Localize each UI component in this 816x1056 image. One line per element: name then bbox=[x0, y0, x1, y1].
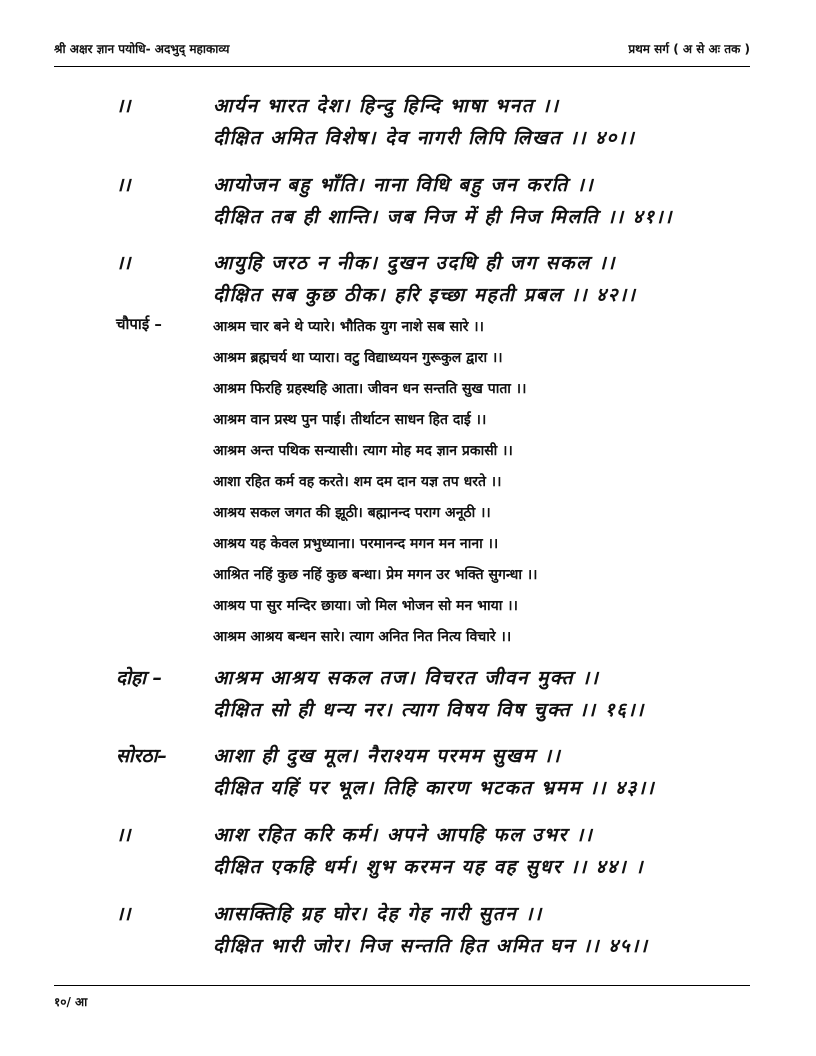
verse-line: आश्रम आश्रय सकल तज। विचरत जीवन मुक्त ।। bbox=[213, 667, 600, 689]
chaupai-line: आश्रम आश्रय बन्धन सारे। त्याग अनित नित नित्य विचारे ।। bbox=[213, 629, 512, 645]
verse-marker: ।। bbox=[116, 174, 131, 196]
verse-line: आयुहि जरठ न नीक। दुखन उदधि ही जग सकल ।। bbox=[213, 252, 617, 274]
chaupai-line: आश्रय पा सुर मन्दिर छाया। जो मिल भोजन सो मन भाया ।। bbox=[213, 598, 518, 614]
verse-marker: ।। bbox=[116, 95, 131, 117]
chapter-title: प्रथम सर्ग ( अ से अः तक ) bbox=[628, 42, 750, 56]
verse-line: दीक्षित अमित विशेष। देव नागरी लिपि लिखत ।। ४०।। bbox=[213, 127, 636, 149]
verse-line: आर्यन भारत देश। हिन्दु हिन्दि भाषा भनत ।। bbox=[213, 95, 560, 117]
verse-line: दीक्षित सब कुछ ठीक। हरि इच्छा महती प्रबल ।। ४२।। bbox=[213, 284, 637, 306]
verse-line: आशा ही दुख मूल। नैराश्यम परमम सुखम ।। bbox=[213, 745, 562, 767]
verse-line: आयोजन बहु भाँति। नाना विधि बहु जन करति ।। bbox=[213, 174, 595, 196]
verse-marker: सोरठा– bbox=[116, 745, 167, 767]
verse-marker: ।। bbox=[116, 252, 131, 274]
chaupai-line: आश्रम अन्त पथिक सन्यासी। त्याग मोह मद ज्ञान प्रकासी ।। bbox=[213, 443, 513, 459]
page-header bbox=[54, 40, 750, 62]
header-rule bbox=[54, 66, 750, 67]
chaupai-line: आश्रय यह केवल प्रभुध्याना। परमानन्द मगन मन नाना ।। bbox=[213, 536, 499, 552]
page-number: १०/ आ bbox=[54, 995, 88, 1009]
verse-marker: दोहा – bbox=[116, 667, 163, 689]
chaupai-label: चौपाई – bbox=[116, 315, 162, 333]
verse-marker: ।। bbox=[116, 824, 131, 846]
verse-marker: ।। bbox=[116, 903, 131, 925]
chaupai-line: आश्रय सकल जगत की झूठी। बह्मानन्द पराग अनूठी ।। bbox=[213, 505, 491, 521]
chaupai-line: आश्रम चार बने थे प्यारे। भौतिक युग नाशे सब सारे ।। bbox=[213, 319, 484, 335]
verse-line: आसक्तिहि ग्रह घोर। देह गेह नारी सुतन ।। bbox=[213, 903, 543, 925]
book-title: श्री अक्षर ज्ञान पयोधि- अदभुद् महाकाव्य bbox=[54, 42, 230, 56]
chaupai-line: आश्रम फिरहि ग्रहस्थहि आता। जीवन धन सन्तति सुख पाता ।। bbox=[213, 381, 527, 397]
chaupai-line: आश्रित नहिं कुछ नहिं कुछ बन्धा। प्रेम मगन उर भक्ति सुगन्धा ।। bbox=[213, 567, 538, 583]
verse-line: दीक्षित यहिं पर भूल। तिहि कारण भटकत भ्रमम ।। ४३।। bbox=[213, 777, 656, 799]
verse-line: आश रहित करि कर्म। अपने आपहि फल उभर ।। bbox=[213, 824, 594, 846]
verse-line: दीक्षित सो ही धन्य नर। त्याग विषय विष चुक्त ।। १६।। bbox=[213, 699, 645, 721]
verse-line: दीक्षित एकहि धर्म। शुभ करमन यह वह सुधर ।। ४४। । bbox=[213, 856, 645, 878]
verse-line: दीक्षित तब ही शान्ति। जब निज में ही निज मिलति ।। ४१।। bbox=[213, 206, 673, 228]
verse-line: दीक्षित भारी जोर। निज सन्तति हित अमित घन ।। ४५।। bbox=[213, 935, 649, 957]
chaupai-line: आशा रहित कर्म वह करते। शम दम दान यज्ञ तप धरते ।। bbox=[213, 474, 502, 490]
chaupai-line: आश्रम वान प्रस्थ पुन पाई। तीर्थाटन साधन हित दाई ।। bbox=[213, 412, 487, 428]
footer-rule bbox=[54, 985, 750, 986]
chaupai-line: आश्रम ब्रह्मचर्य था प्यारा। वटु विद्याध्ययन गुरूकुल द्वारा ।। bbox=[213, 350, 503, 366]
